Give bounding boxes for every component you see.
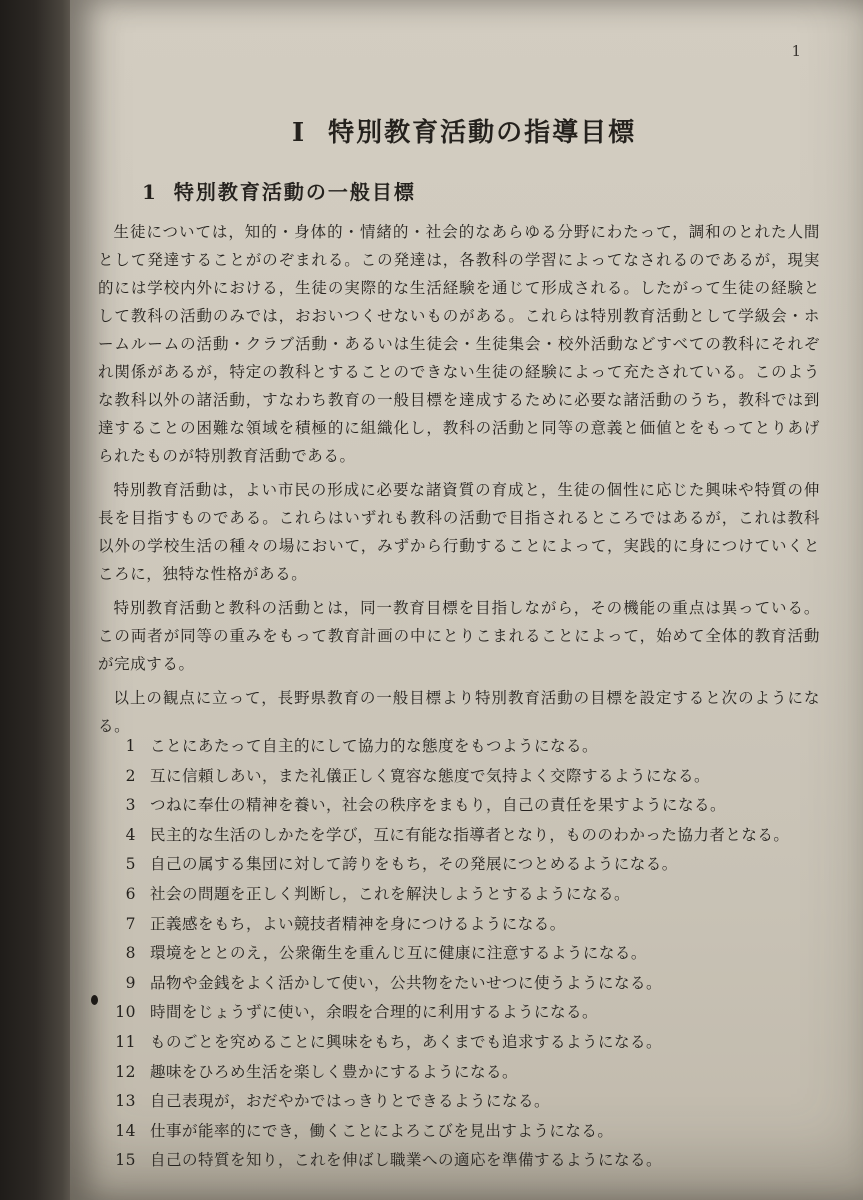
goal-item [100, 732, 840, 762]
goal-number: 1 [125, 737, 136, 755]
goal-item [100, 1117, 840, 1147]
goal-text: 品物や金銭をよく活かして使い，公共物をたいせつに使うようになる。 [150, 973, 663, 992]
goal-item [100, 850, 840, 880]
goal-text: 互に信頼しあい，また礼儀正しく寛容な態度で気持よく交際するようになる。 [150, 766, 711, 785]
goal-text: 社会の問題を正しく判断し，これを解決しようとするようになる。 [150, 884, 631, 903]
goal-text: 趣味をひろめ生活を楽しく豊かにするようになる。 [150, 1062, 519, 1081]
goal-item [100, 791, 840, 821]
goal-text: 民主的な生活のしかたを学び，互に有能な指導者となり，もののわかった協力者となる。 [150, 825, 790, 844]
goal-text: 時間をじょうずに使い，余暇を合理的に利用するようになる。 [150, 1003, 599, 1022]
chapter-title [292, 112, 636, 149]
body-text [98, 218, 820, 746]
goal-text: ことにあたって自主的にして協力的な態度をもつようになる。 [150, 737, 599, 755]
goals-list [100, 732, 840, 1176]
section-number: 1 [142, 180, 158, 204]
goal-item [100, 998, 840, 1028]
goal-number: 10 [115, 1003, 136, 1022]
goal-number: 7 [125, 914, 136, 933]
paragraph: 以上の観点に立って，長野県教育の一般目標より特別教育活動の目標を設定すると次のようになる。 [98, 689, 820, 735]
goal-text: 仕事が能率的にでき，働くことによろこびを見出すようになる。 [150, 1121, 614, 1140]
chapter-number: I [292, 118, 307, 148]
paragraph: 生徒については，知的・身体的・情緒的・社会的なあらゆる分野にわたって，調和のとれた人間として発達することがのぞまれる。この発達は，各教科の学習によってなされるのであるが，現実的には学校内外における，生徒の実際的な生活経験を通じて形成される。したがって生徒の経験として教科の活動のみでは，おおいつくせないものがある。これらは特別教育活動として学級会・ホームルームの活動・クラブ活動・あるいは生徒会・生徒集会・校外活動などすべての教科にそれぞれ関係があるが，特定の教科とすることのできない生徒の経験によって充たされている。このような教科以外の諸活動，すなわち教育の一般目標を達成するために必要な諸活動のうち，教科では到達することの困難な領域を積極的に組織化し，教科の活動と同等の意義と価値とをもってとりあげられたものが特別教育活動である。 [98, 223, 820, 465]
goal-number: 14 [115, 1121, 136, 1140]
book-page [70, 0, 863, 1200]
goal-text: 環境をととのえ，公衆衛生を重んじ互に健康に注意するようになる。 [150, 944, 647, 963]
goal-text: 自己表現が，おだやかではっきりとできるようになる。 [150, 1092, 551, 1111]
goal-item [100, 762, 840, 792]
goal-text: 正義感をもち，よい競技者精神を身につけるようになる。 [150, 914, 566, 933]
goal-number: 9 [125, 973, 136, 992]
goal-item [100, 1058, 840, 1088]
goal-item [100, 939, 840, 969]
goal-number: 3 [125, 796, 136, 815]
goal-text: 自己の属する集団に対して誇りをもち，その発展につとめるようになる。 [150, 855, 678, 874]
ink-blot-mark [91, 995, 98, 1005]
goal-text: ものごとを究めることに興味をもち，あくまでも追求するようになる。 [150, 1032, 663, 1051]
chapter-title-text: 特別教育活動の指導目標 [328, 118, 637, 148]
paragraph: 特別教育活動と教科の活動とは，同一教育目標を目指しながら，その機能の重点は異っている。この両者が同等の重みをもって教育計画の中にとりこまれることによって，始めて全体的教育活動が完成する。 [98, 599, 820, 673]
page-number: 1 [791, 42, 801, 60]
goal-item [100, 880, 840, 910]
goal-number: 12 [115, 1062, 136, 1081]
goal-number: 5 [125, 855, 136, 874]
goal-number: 11 [115, 1032, 136, 1051]
goal-number: 6 [125, 884, 136, 903]
goal-item [100, 821, 840, 851]
goal-item [100, 1028, 840, 1058]
goal-item [100, 969, 840, 999]
goal-item [100, 1146, 840, 1176]
goal-number: 8 [125, 944, 136, 963]
section-title [142, 176, 416, 205]
book-binding-shadow [0, 0, 78, 1200]
goal-text: 自己の特質を知り，これを伸ばし職業への適応を準備するようになる。 [150, 1151, 663, 1170]
paragraph: 特別教育活動は，よい市民の形成に必要な諸資質の育成と，生徒の個性に応じた興味や特質の伸長を目指すものである。これらはいずれも教科の活動で目指されるところではあるが，これは教科以外の学校生活の種々の場において，みずから行動することによって，実践的に身につけていくところに，独特な性格がある。 [98, 481, 820, 583]
section-title-text: 特別教育活動の一般目標 [173, 180, 416, 204]
goal-item [100, 910, 840, 940]
goal-number: 13 [115, 1092, 136, 1111]
goal-text: つねに奉仕の精神を養い，社会の秩序をまもり，自己の責任を果すようになる。 [150, 796, 727, 815]
goal-item [100, 1087, 840, 1117]
goal-number: 4 [125, 825, 136, 844]
goal-number: 15 [115, 1151, 136, 1170]
goal-number: 2 [125, 766, 136, 785]
